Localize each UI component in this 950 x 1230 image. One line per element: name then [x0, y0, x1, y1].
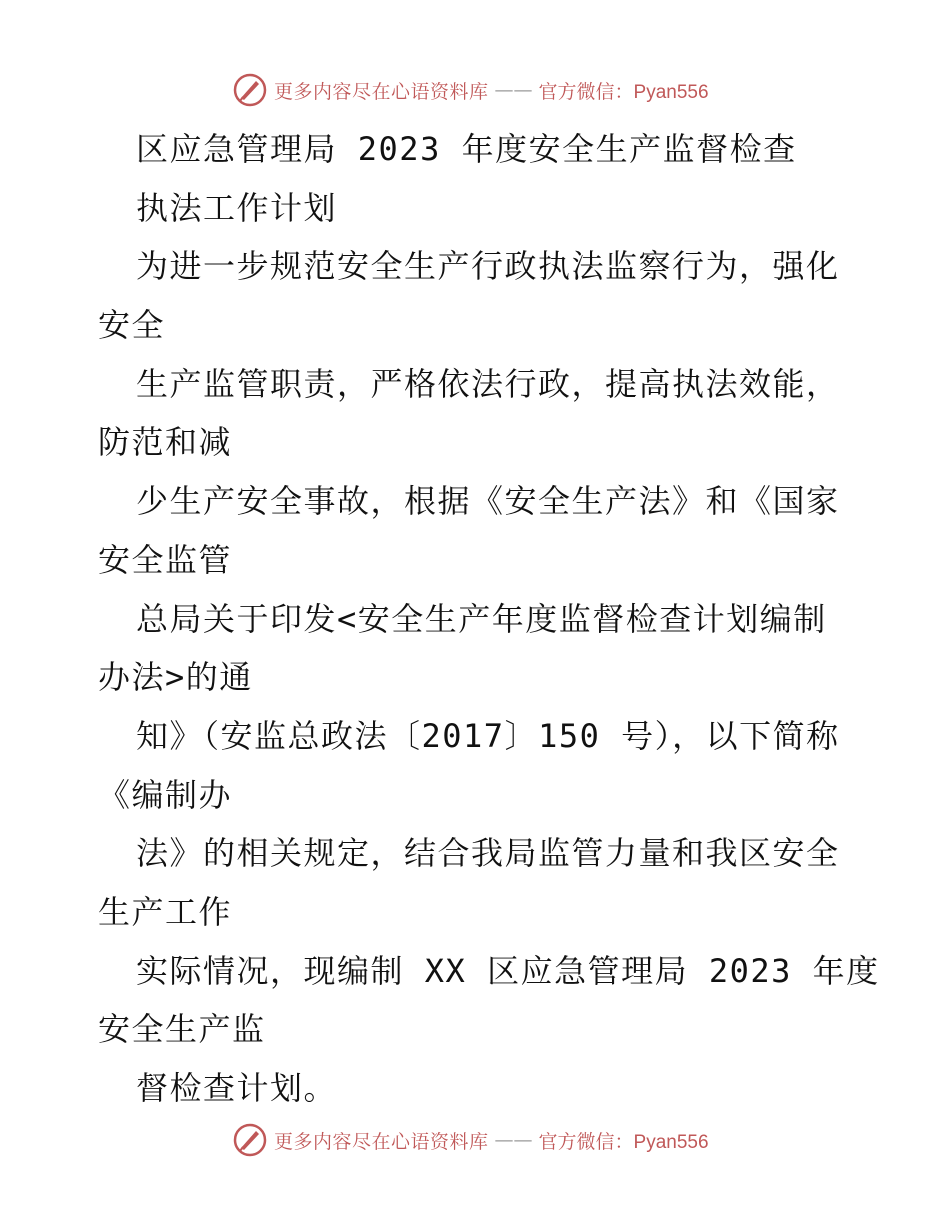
paragraph-line: 办法>的通: [98, 658, 253, 697]
paragraph-line: 安全: [98, 306, 166, 345]
header-watermark: [232, 70, 709, 110]
paragraph-line: 督检查计划。: [136, 1069, 338, 1107]
footer-watermark: [232, 1120, 709, 1160]
paragraph-line: 法》的相关规定，结合我局监管力量和我区安全: [136, 834, 840, 873]
paragraph-line: 安全监管: [98, 540, 233, 579]
paragraph-line: 《编制办: [98, 775, 233, 814]
watermark-contact: 官方微信：Pyan556: [538, 1131, 709, 1153]
paragraph-line: 为进一步规范安全生产行政执法监察行为，强化: [136, 247, 840, 286]
watermark-dash: ——: [494, 1129, 533, 1151]
paragraph-line: 少生产安全事故，根据《安全生产法》和《国家: [136, 482, 840, 521]
paragraph-line: 生产工作: [98, 892, 233, 931]
doc-title-line-2: 执法工作计划: [136, 188, 338, 227]
paragraph-line: 生产监管职责，严格依法行政，提高执法效能，: [136, 364, 840, 403]
watermark-contact: 官方微信：Pyan556: [538, 81, 709, 103]
paragraph-line: 安全生产监: [98, 1010, 266, 1049]
paragraph-line: 知》（安监总政法〔2017〕150 号），以下简称: [136, 716, 840, 755]
watermark-dash: ——: [494, 79, 533, 101]
document-body: [98, 120, 880, 1118]
paragraph-line: 防范和减: [98, 423, 233, 462]
watermark-text: 更多内容尽在心语资料库: [274, 80, 489, 103]
quill-logo-icon: [232, 1122, 268, 1158]
quill-logo-icon: [232, 72, 268, 108]
watermark-text: 更多内容尽在心语资料库: [274, 1130, 489, 1153]
paragraph-line: 总局关于印发<安全生产年度监督检查计划编制: [136, 599, 827, 638]
doc-title-line-1: 区应急管理局 2023 年度安全生产监督检查: [136, 130, 797, 168]
paragraph-line: 实际情况，现编制 XX 区应急管理局 2023 年度: [136, 951, 880, 990]
